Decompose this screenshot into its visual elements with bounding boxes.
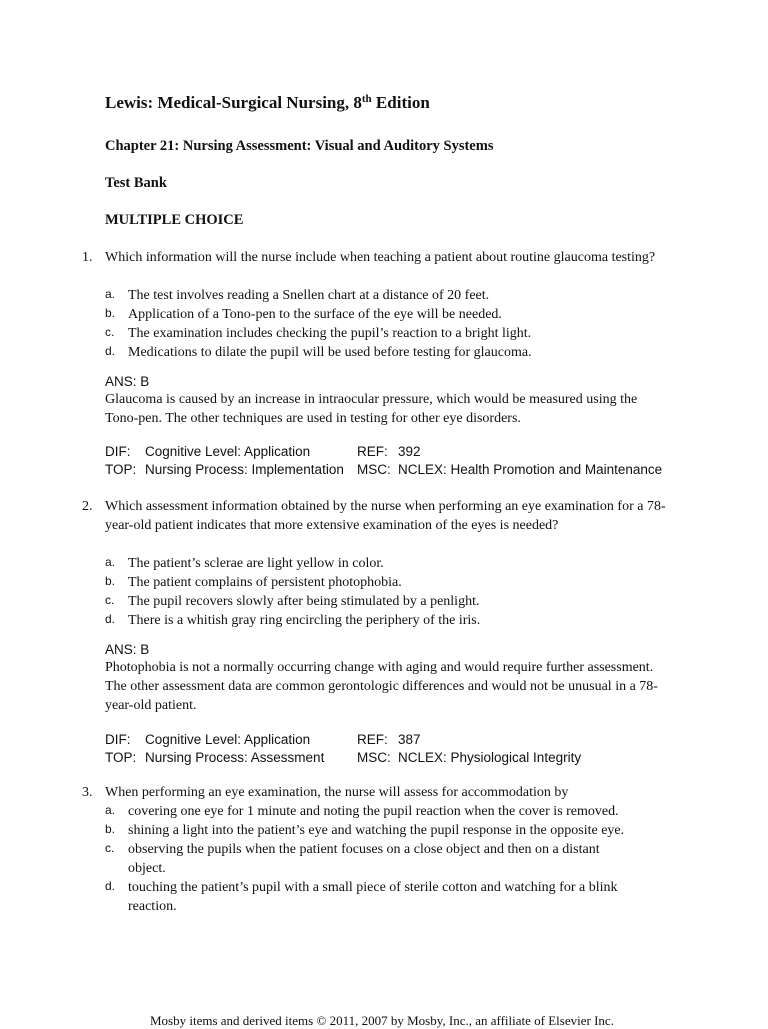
option-b: b. The patient complains of persistent photophobia. [105, 574, 402, 590]
question-metadata: DIF: Cognitive Level: Application REF: 387 TOP: Nursing Process: Assessment MSC: NCLEX: Physiological Integrity [105, 732, 582, 765]
option-list [105, 286, 665, 362]
answer-key: ANS: B [105, 374, 150, 389]
chapter-heading: Chapter 21: Nursing Assessment: Visual and Auditory Systems [105, 138, 494, 154]
option-b: b. Application of a Tono-pen to the surface of the eye will be needed. [105, 306, 502, 322]
option-a: a. covering one eye for 1 minute and noting the pupil reaction when the cover is removed. [105, 803, 619, 819]
option-c: c. observing the pupils when the patient focuses on a close object and then on a distant object. [105, 841, 600, 876]
option-a: a. The patient’s sclerae are light yellow in color. [105, 555, 384, 571]
option-b: b. shining a light into the patient’s eye and watching the pupil response in the opposite eye. [105, 822, 625, 838]
question-stem: Which information will the nurse include when teaching a patient about routine glaucoma testing? [105, 250, 656, 265]
option-c: c. The examination includes checking the pupil’s reaction to a bright light. [105, 325, 532, 341]
rationale: Glaucoma is caused by an increase in intraocular pressure, which would be measured using the Tono-pen. The other techniques are used in testing for other eye disorders. [105, 392, 638, 426]
question-number: 1. [82, 250, 93, 265]
question-number: 2. [82, 499, 93, 514]
document-title: Lewis: Medical-Surgical Nursing, 8th Edition [105, 93, 430, 112]
question-stem: When performing an eye examination, the nurse will assess for accommodation by [105, 785, 569, 800]
rationale: Photophobia is not a normally occurring change with aging and would require further assessment. The other assessment data are common gerontologic differences and would not be unusual in a 78-year-old patient. [105, 660, 658, 713]
option-d: d. Medications to dilate the pupil will be used before testing for glaucoma. [105, 344, 532, 360]
option-d: d. touching the patient’s pupil with a small piece of sterile cotton and watching for a blink reaction. [105, 879, 618, 914]
answer-key: ANS: B [105, 642, 150, 657]
option-d: d. There is a whitish gray ring encircling the periphery of the iris. [105, 612, 481, 628]
question-stem: Which assessment information obtained by the nurse when performing an eye examination for a 78-year-old patient indicates that more extensive examination of the eyes is needed? [105, 499, 666, 533]
option-c: c. The pupil recovers slowly after being stimulated by a penlight. [105, 593, 480, 609]
title-superscript: th [361, 93, 372, 105]
option-list [105, 802, 625, 916]
option-a: a. The test involves reading a Snellen chart at a distance of 20 feet. [105, 287, 490, 303]
question-metadata: DIF: Cognitive Level: Application REF: 392 TOP: Nursing Process: Implementation MSC: NCLEX: Health Promotion and Maintenance [105, 444, 663, 477]
copyright-footer: Mosby items and derived items © 2011, 2007 by Mosby, Inc., an affiliate of Elsevier Inc. [150, 1013, 614, 1028]
test-bank-heading: Test Bank [105, 175, 167, 191]
question-number: 3. [82, 785, 93, 800]
option-list [105, 554, 665, 630]
section-heading: MULTIPLE CHOICE [105, 212, 244, 228]
